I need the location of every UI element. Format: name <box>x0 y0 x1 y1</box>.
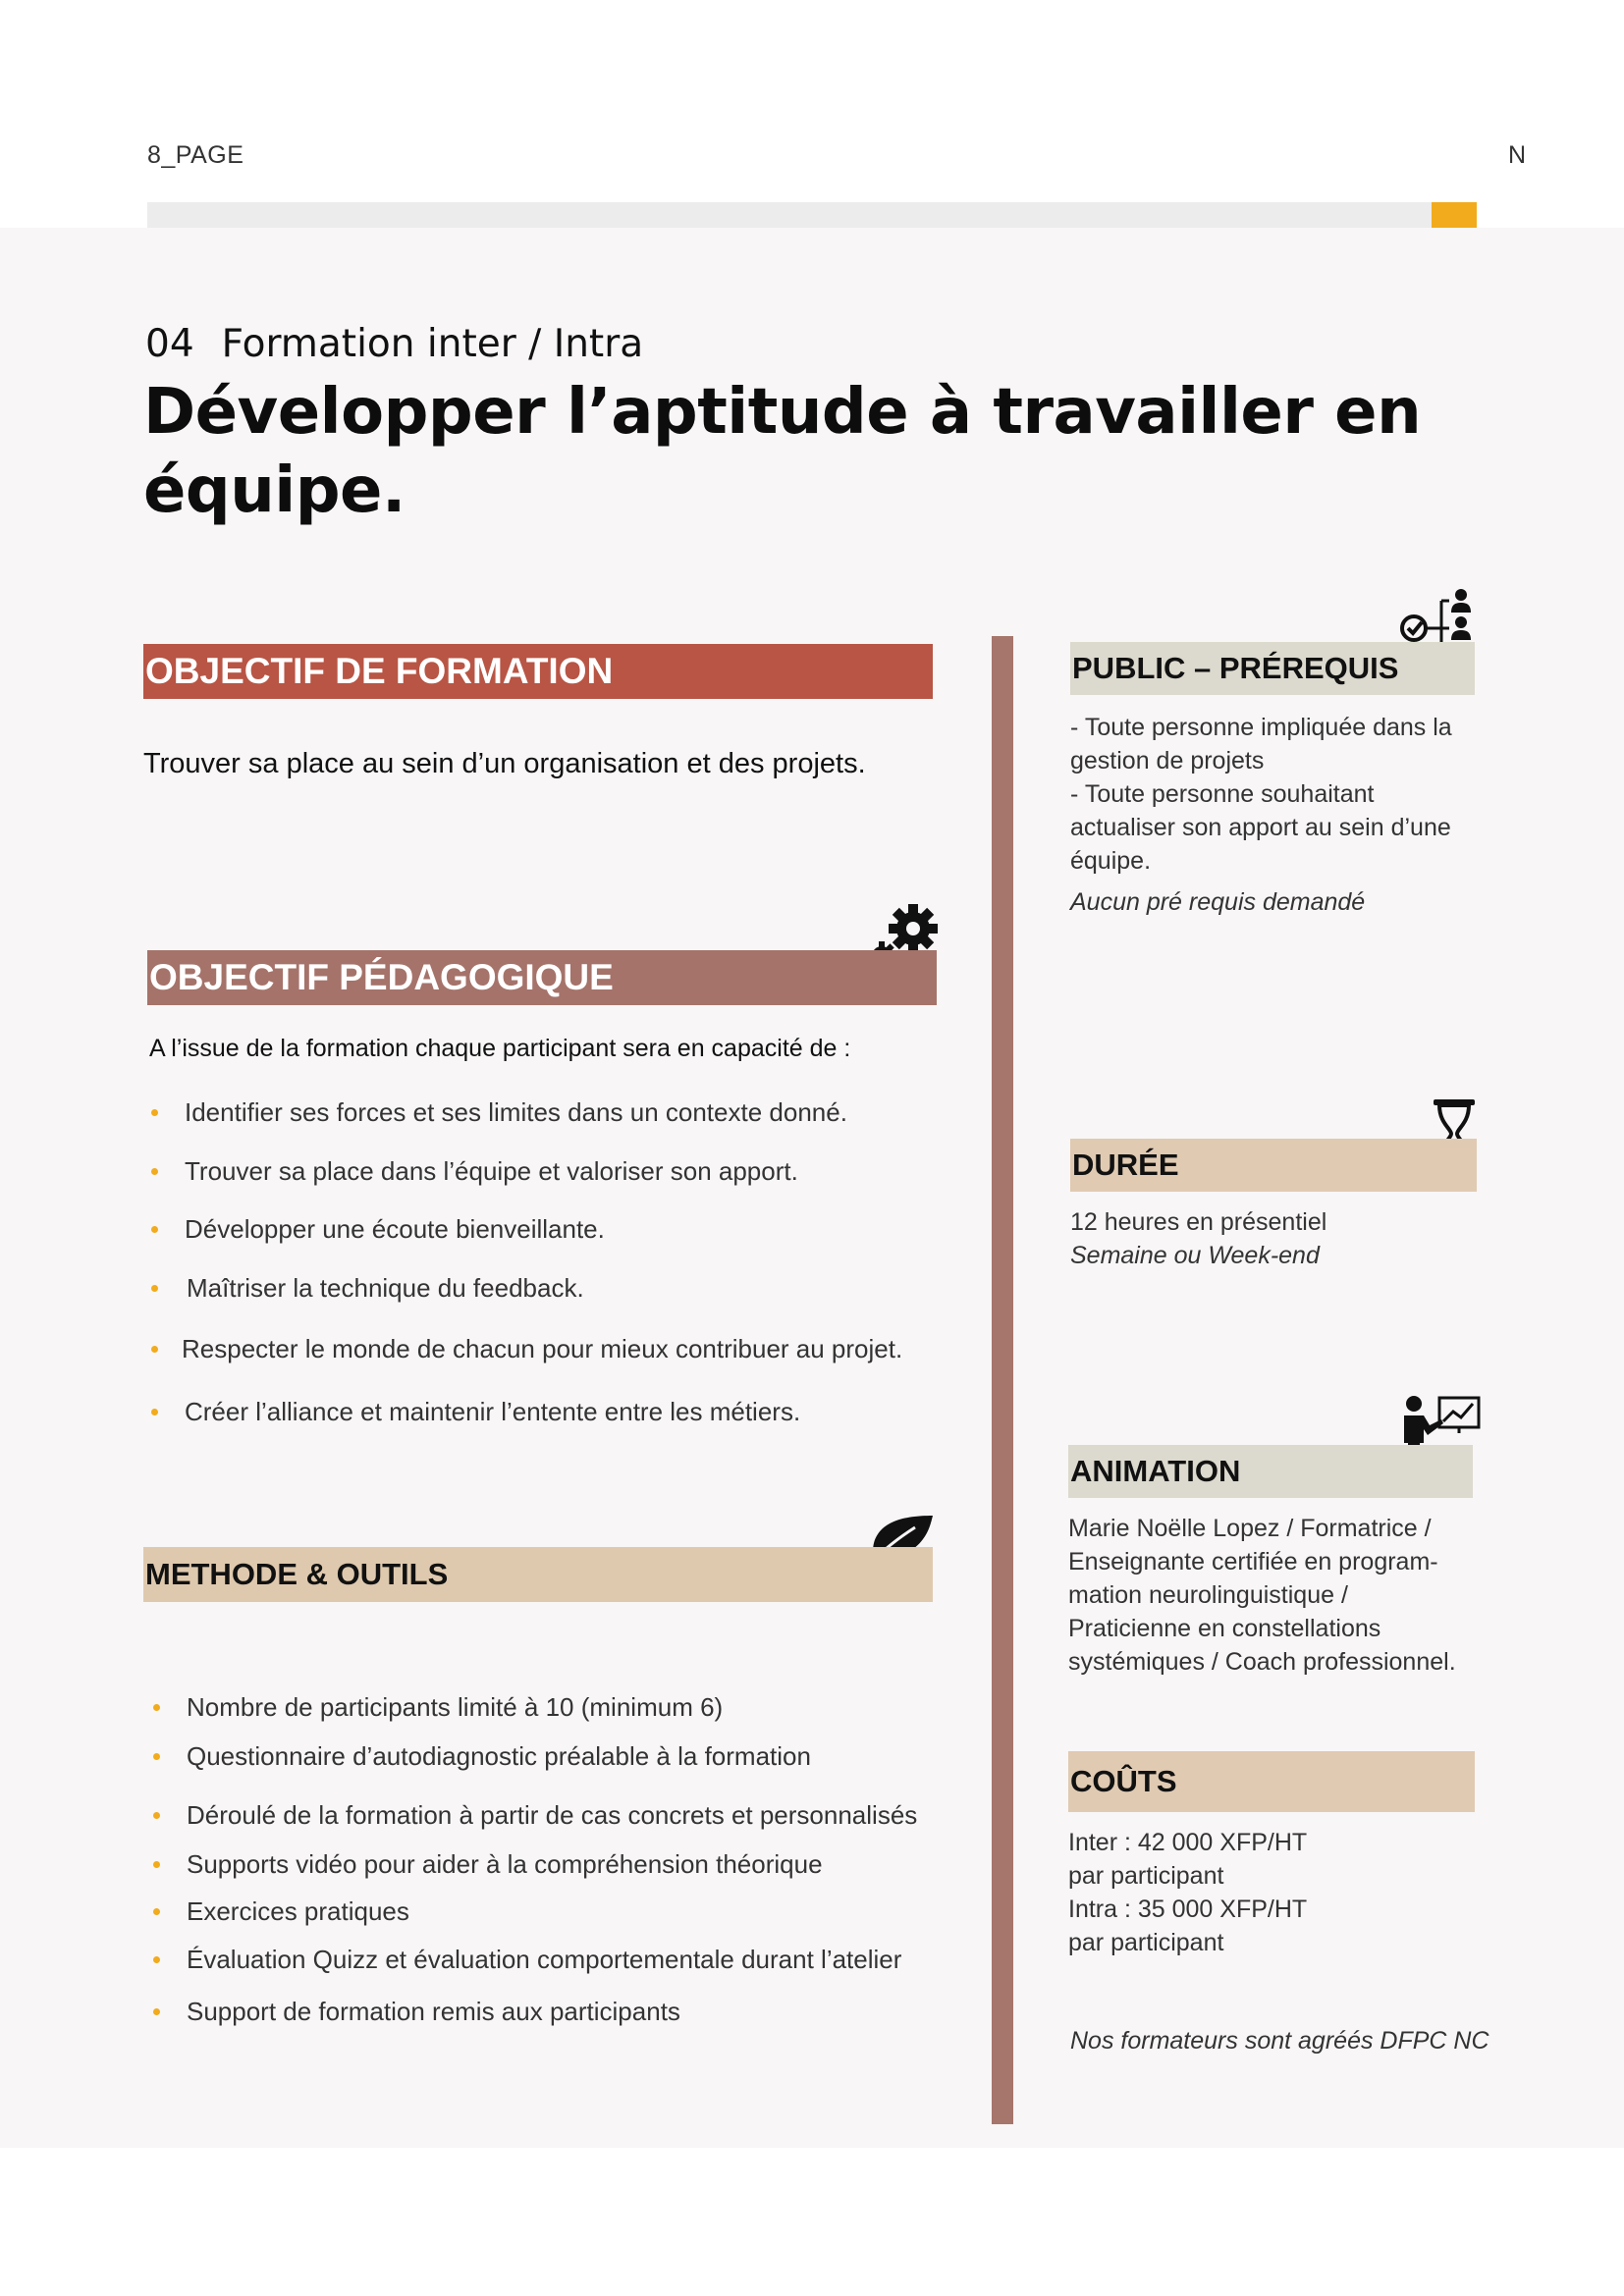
page-label: 8_PAGE <box>147 141 244 169</box>
pedagogique-intro: A l’issue de la formation chaque participant sera en capacité de : <box>149 1035 851 1062</box>
public-note: Aucun pré requis demandé <box>1070 888 1366 916</box>
bullet-icon <box>151 1226 158 1233</box>
bullet-icon <box>153 2008 160 2015</box>
column-divider <box>992 636 1013 2124</box>
pedagogique-heading: OBJECTIF PÉDAGOGIQUE <box>147 950 937 1005</box>
bullet-icon <box>153 1753 160 1760</box>
duree-text: 12 heures en présentiel Semaine ou Week-end <box>1070 1208 1327 1269</box>
top-bar <box>147 202 1432 228</box>
animation-heading: ANIMATION <box>1068 1445 1473 1498</box>
methode-heading: METHODE & OUTILS <box>143 1547 933 1602</box>
public-text: - Toute personne impliquée dans la gestion de projets - Toute personne souhaitant actualiser son apport au sein d’une équipe. Aucun pré requis demandé <box>1070 711 1452 919</box>
bullet-icon <box>151 1346 158 1353</box>
couts-text: Inter : 42 000 XFP/HT par participant Intra : 35 000 XFP/HT par participant <box>1068 1829 1308 1956</box>
bullet-icon <box>151 1109 158 1116</box>
page-title: Développer l’aptitude à travailler en équipe. <box>143 376 1422 527</box>
bullet-icon <box>153 1956 160 1963</box>
section-kicker-text: Formation inter / Intra <box>221 322 644 366</box>
bullet-icon <box>151 1168 158 1175</box>
section-kicker <box>145 322 643 366</box>
bullet-icon <box>153 1704 160 1711</box>
section-number: 04 <box>145 322 194 366</box>
bullet-icon <box>151 1409 158 1415</box>
public-heading: PUBLIC – PRÉREQUIS <box>1070 642 1475 695</box>
objectif-heading: OBJECTIF DE FORMATION <box>143 644 933 699</box>
objectif-text: Trouver sa place au sein d’un organisation et des projets. <box>143 748 866 779</box>
top-bar-accent <box>1432 202 1477 228</box>
corner-mark: N <box>1508 141 1527 169</box>
couts-heading: COÛTS <box>1068 1751 1475 1812</box>
bullet-icon <box>153 1861 160 1868</box>
bullet-icon <box>151 1285 158 1292</box>
duree-heading: DURÉE <box>1070 1139 1477 1192</box>
bullet-icon <box>153 1908 160 1915</box>
couts-note: Nos formateurs sont agréés DFPC NC <box>1070 2027 1489 2055</box>
animation-text: Marie Noëlle Lopez / Formatrice / Enseignante certifiée en program- mation neurolinguistique / Praticienne en constellations systémiques / Coach professionnel. <box>1068 1515 1456 1676</box>
bullet-icon <box>153 1812 160 1819</box>
